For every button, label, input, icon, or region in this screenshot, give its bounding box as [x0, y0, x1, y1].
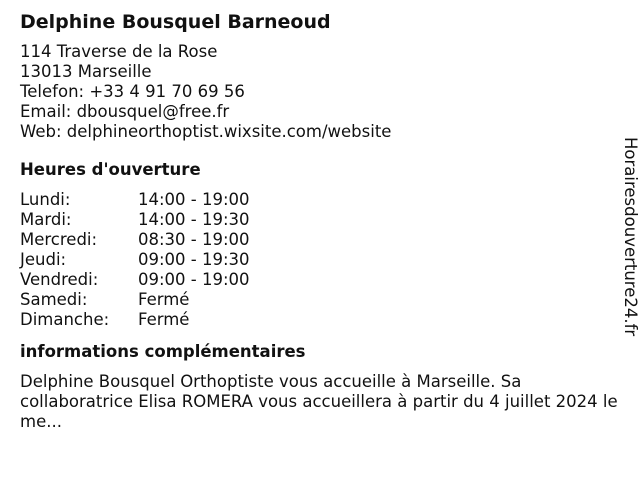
- time-range: 08:30 - 19:00: [138, 230, 250, 249]
- day-label: Dimanche:: [20, 310, 110, 329]
- opening-hours-heading: Heures d'ouverture: [20, 160, 201, 179]
- time-range: 14:00 - 19:30: [138, 210, 250, 229]
- time-range: 14:00 - 19:00: [138, 190, 250, 209]
- hours-row-wednesday: [20, 230, 620, 250]
- day-label: Mercredi:: [20, 230, 98, 249]
- phone-number[interactable]: Telefon: +33 4 91 70 69 56: [20, 82, 245, 101]
- brand-watermark-text: Horairesdouverture24.fr: [621, 137, 640, 337]
- business-card: [20, 10, 620, 432]
- hours-row-saturday: [20, 290, 620, 310]
- hours-row-sunday: [20, 310, 620, 330]
- brand-watermark: [620, 137, 640, 349]
- hours-row-friday: [20, 270, 620, 290]
- hours-row-tuesday: [20, 210, 620, 230]
- contact-block: [20, 42, 620, 142]
- time-range: 09:00 - 19:30: [138, 250, 250, 269]
- day-label: Mardi:: [20, 210, 72, 229]
- day-label: Vendredi:: [20, 270, 99, 289]
- time-range: 09:00 - 19:00: [138, 270, 250, 289]
- business-name: Delphine Bousquel Barneoud: [20, 11, 331, 33]
- day-label: Jeudi:: [20, 250, 67, 269]
- opening-hours-table: [20, 190, 620, 330]
- hours-row-monday: [20, 190, 620, 210]
- additional-info-heading: informations complémentaires: [20, 342, 306, 361]
- city-postcode: 13013 Marseille: [20, 62, 152, 81]
- hours-row-thursday: [20, 250, 620, 270]
- day-label: Samedi:: [20, 290, 88, 309]
- time-range: Fermé: [138, 290, 190, 309]
- day-label: Lundi:: [20, 190, 71, 209]
- email-address[interactable]: Email: dbousquel@free.fr: [20, 102, 230, 121]
- street-address: 114 Traverse de la Rose: [20, 42, 218, 61]
- website-link[interactable]: Web: delphineorthoptist.wixsite.com/website: [20, 122, 392, 141]
- time-range: Fermé: [138, 310, 190, 329]
- additional-info-text: Delphine Bousquel Orthoptiste vous accueille à Marseille. Sa collaboratrice Elisa ROMERA vous accueillera à partir du 4 juillet 2024 le me...: [20, 372, 618, 431]
